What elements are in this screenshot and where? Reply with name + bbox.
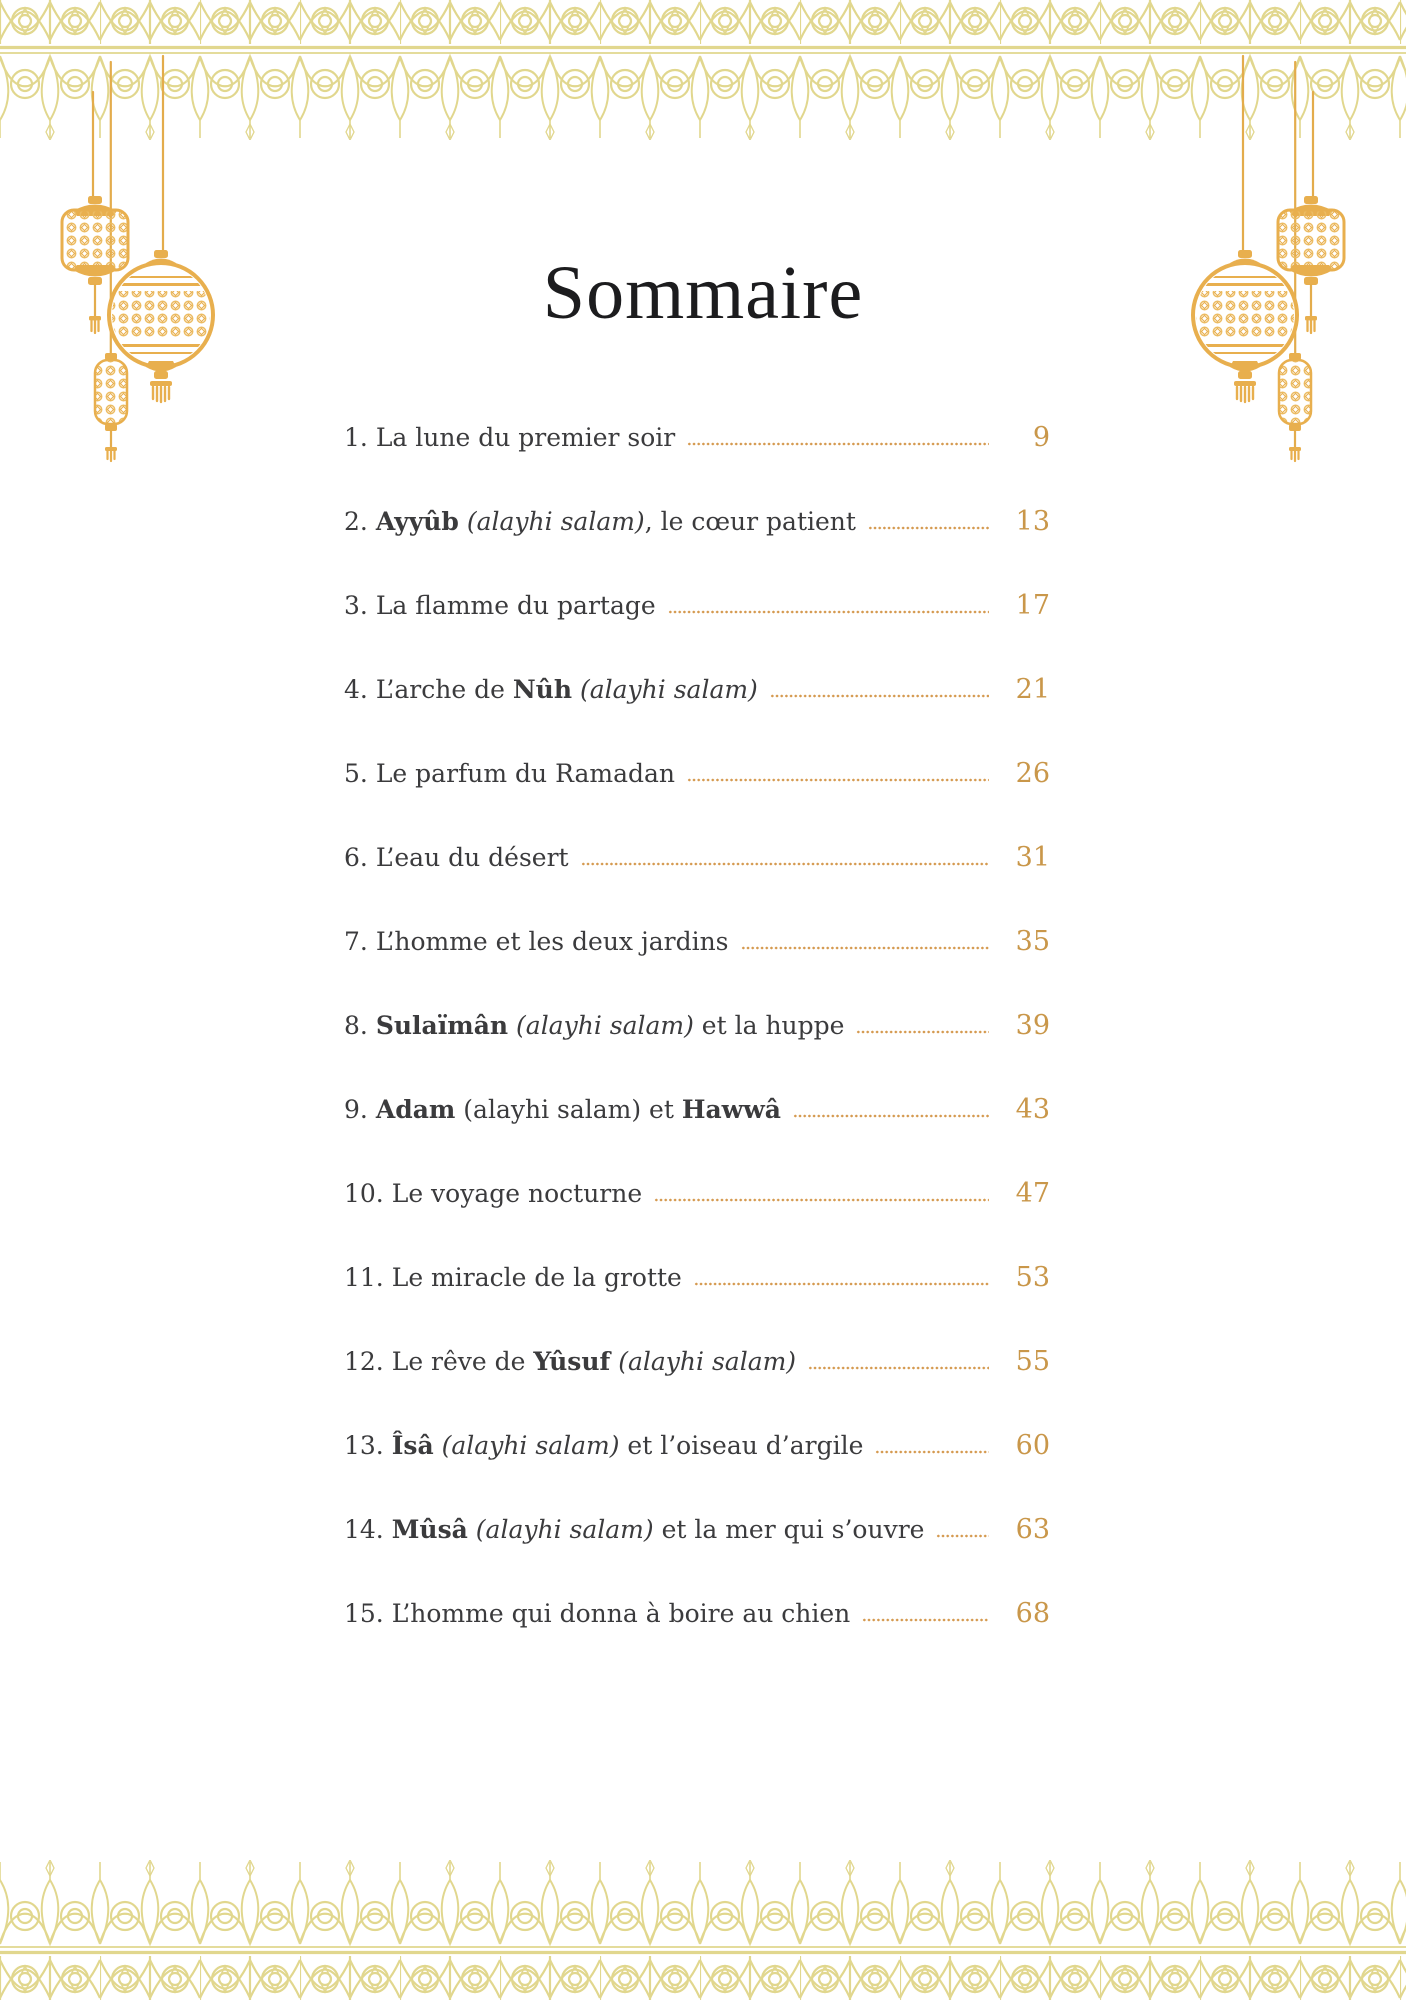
- toc-list: [344, 418, 1050, 1634]
- toc-entry-number: 11.: [344, 1263, 392, 1292]
- toc-page-number: 26: [1015, 758, 1050, 789]
- top-border-ornament: [0, 0, 1406, 140]
- toc-page-number: 9: [1032, 422, 1050, 453]
- toc-entry-segment: Le voyage nocturne: [391, 1179, 643, 1208]
- toc-entry-segment: (alayhi salam): [475, 1515, 654, 1544]
- toc-entry-segment: (alayhi salam): [516, 1011, 694, 1040]
- dotted-leader: [856, 1030, 989, 1034]
- dotted-leader: [668, 610, 989, 614]
- toc-entry-title: [344, 586, 656, 626]
- toc-entry-segment: Le parfum du Ramadan: [375, 759, 675, 788]
- toc-entry: [344, 1510, 1050, 1550]
- toc-entry-number: 8.: [344, 1011, 376, 1040]
- bottom-border-ornament: [0, 1860, 1406, 2000]
- dotted-leader: [741, 946, 989, 950]
- toc-entry-title: [344, 1258, 682, 1298]
- toc-entry-segment: et l’oiseau d’argile: [619, 1431, 864, 1460]
- dotted-leader: [770, 694, 989, 698]
- toc-entry-segment: Adam: [375, 1095, 456, 1124]
- toc-entry-segment: Sulaïmân: [375, 1011, 509, 1040]
- dotted-leader: [936, 1534, 989, 1538]
- page-title: Sommaire: [542, 250, 864, 335]
- dotted-leader: [868, 526, 989, 530]
- toc-entry: [344, 1174, 1050, 1214]
- toc-entry-segment: Hawwâ: [681, 1095, 781, 1124]
- toc-entry-segment: Nûh: [512, 675, 573, 704]
- toc-page-number: 47: [1015, 1178, 1050, 1209]
- toc-entry-segment: et la huppe: [693, 1011, 845, 1040]
- toc-entry-segment: (alayhi salam): [579, 675, 758, 704]
- toc-entry-title: [344, 1090, 781, 1130]
- dotted-leader: [581, 862, 989, 866]
- toc-entry-number: 13.: [344, 1431, 392, 1460]
- toc-entry-title: [344, 502, 856, 542]
- toc-entry-segment: L’eau du désert: [375, 843, 569, 872]
- toc-entry-segment: , le cœur patient: [644, 507, 856, 536]
- toc-page-number: 68: [1015, 1598, 1050, 1629]
- dotted-leader: [654, 1198, 989, 1202]
- toc-entry-number: 7.: [344, 927, 376, 956]
- toc-entry-title: [344, 1006, 844, 1046]
- dotted-leader: [694, 1282, 989, 1286]
- toc-entry-segment: [468, 1515, 476, 1544]
- toc-entry: [344, 1258, 1050, 1298]
- toc-entry-segment: Le rêve de: [391, 1347, 534, 1376]
- toc-entry-number: 6.: [344, 843, 376, 872]
- dotted-leader: [687, 442, 989, 446]
- toc-entry-segment: Îsâ: [391, 1431, 434, 1460]
- toc-entry: [344, 670, 1050, 710]
- toc-entry-segment: Mûsâ: [391, 1515, 468, 1544]
- toc-entry-number: 9.: [344, 1095, 376, 1124]
- toc-entry: [344, 1090, 1050, 1130]
- toc-page-number: 55: [1015, 1346, 1050, 1377]
- toc-entry: [344, 1594, 1050, 1634]
- toc-entry: [344, 838, 1050, 878]
- toc-entry-number: 12.: [344, 1347, 392, 1376]
- toc-entry: [344, 502, 1050, 542]
- toc-entry-number: 14.: [344, 1515, 392, 1544]
- toc-entry: [344, 1426, 1050, 1466]
- toc-page-number: 13: [1015, 506, 1050, 537]
- toc-entry-segment: et la mer qui s’ouvre: [653, 1515, 925, 1544]
- toc-entry-title: [344, 1174, 642, 1214]
- toc-page-number: 53: [1015, 1262, 1050, 1293]
- small-lantern-icon: [95, 353, 127, 461]
- toc-page-number: 17: [1015, 590, 1050, 621]
- dotted-leader: [862, 1618, 989, 1622]
- toc-entry-number: 15.: [344, 1599, 392, 1628]
- toc-entry-title: [344, 838, 569, 878]
- toc-entry-number: 5.: [344, 759, 376, 788]
- toc-entry-segment: Ayyûb: [375, 507, 459, 536]
- toc-entry-title: [344, 1342, 796, 1382]
- toc-page-number: 63: [1015, 1514, 1050, 1545]
- toc-entry: [344, 586, 1050, 626]
- toc-entry-title: [344, 418, 675, 458]
- toc-entry-segment: [572, 675, 580, 704]
- toc-entry: [344, 1342, 1050, 1382]
- toc-entry-segment: [508, 1011, 516, 1040]
- toc-entry-title: [344, 1510, 924, 1550]
- toc-entry-segment: [434, 1431, 442, 1460]
- toc-page-number: 35: [1015, 926, 1050, 957]
- toc-entry-title: [344, 1594, 850, 1634]
- toc-entry-title: [344, 754, 675, 794]
- toc-page-number: 43: [1015, 1094, 1050, 1125]
- toc-entry-segment: L’homme et les deux jardins: [375, 927, 729, 956]
- toc-entry-number: 10.: [344, 1179, 392, 1208]
- toc-entry-number: 4.: [344, 675, 376, 704]
- toc-entry: [344, 1006, 1050, 1046]
- toc-entry-number: 2.: [344, 507, 376, 536]
- toc-entry-segment: L’homme qui donna à boire au chien: [391, 1599, 851, 1628]
- toc-entry-segment: (alayhi salam) et: [455, 1095, 682, 1124]
- toc-entry: [344, 922, 1050, 962]
- toc-entry: [344, 418, 1050, 458]
- toc-entry-title: [344, 922, 729, 962]
- toc-page-number: 21: [1015, 674, 1050, 705]
- toc-entry-segment: Le miracle de la grotte: [391, 1263, 682, 1292]
- dotted-leader: [793, 1114, 989, 1118]
- toc-entry-segment: L’arche de: [375, 675, 513, 704]
- toc-entry: [344, 754, 1050, 794]
- dotted-leader: [875, 1450, 989, 1454]
- toc-entry-segment: (alayhi salam): [441, 1431, 620, 1460]
- toc-entry-segment: (alayhi salam): [618, 1347, 797, 1376]
- toc-page-number: 31: [1015, 842, 1050, 873]
- toc-entry-segment: Yûsuf: [533, 1347, 611, 1376]
- toc-entry-segment: La flamme du partage: [375, 591, 656, 620]
- toc-entry-segment: La lune du premier soir: [375, 423, 676, 452]
- dotted-leader: [687, 778, 989, 782]
- toc-entry-title: [344, 670, 758, 710]
- toc-page-number: 39: [1015, 1010, 1050, 1041]
- toc-entry-segment: (alayhi salam): [466, 507, 645, 536]
- toc-page-number: 60: [1015, 1430, 1050, 1461]
- toc-entry-title: [344, 1426, 863, 1466]
- toc-entry-number: 3.: [344, 591, 376, 620]
- toc-entry-number: 1.: [344, 423, 376, 452]
- dotted-leader: [808, 1366, 989, 1370]
- toc-entry-segment: [459, 507, 467, 536]
